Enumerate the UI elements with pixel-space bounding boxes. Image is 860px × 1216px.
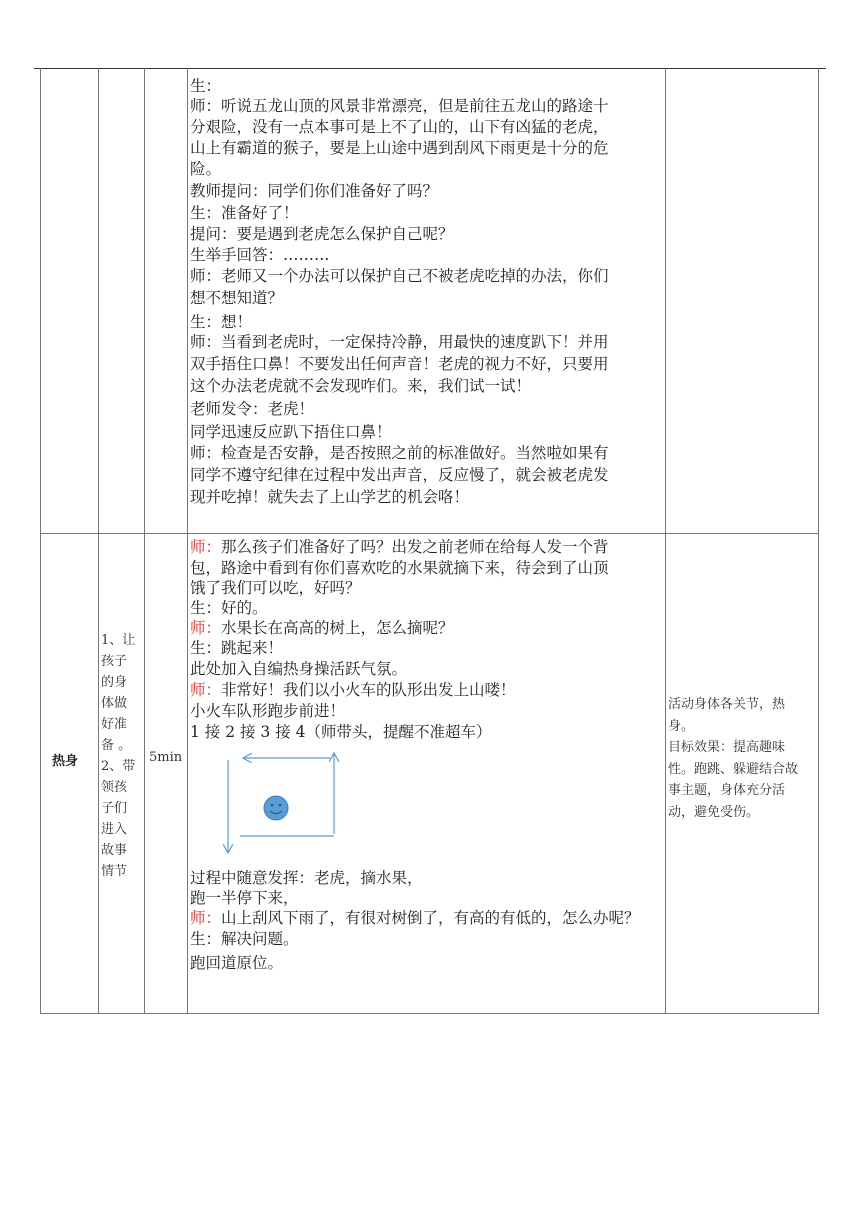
dialogue-line — [190, 868, 423, 889]
dialogue-line: 生举手回答：……… — [190, 246, 330, 264]
dialogue-line — [190, 638, 283, 659]
dialogue-line: 山上有霸道的猴子，要是上山途中遇到刮风下雨更是十分的危 — [190, 139, 609, 157]
note-line: 事主题，身体充分活 — [668, 783, 786, 798]
dialogue-line: 提问：要是遇到老虎怎么保护自己呢？ — [190, 225, 454, 243]
table-border-bottom — [40, 1013, 819, 1014]
goal-line: 故事 — [101, 843, 128, 858]
dialogue-line — [190, 680, 516, 701]
goals-list — [101, 630, 141, 882]
dialogue-line — [190, 722, 492, 743]
dialogue-line: 师：听说五龙山顶的风景非常漂亮，但是前往五龙山的路途十 — [190, 97, 609, 115]
dialogue-line — [190, 953, 283, 974]
dialogue-text: 饿了我们可以吃，好吗？ — [190, 579, 361, 597]
dialogue-line: 生：准备好了！ — [190, 204, 299, 222]
goal-line: 备 。 — [101, 738, 132, 753]
goal-line: 体做 — [101, 696, 128, 711]
dialogue-line — [190, 618, 454, 639]
speaker-label: 师： — [190, 681, 222, 699]
speaker-label: 师： — [190, 909, 222, 927]
dialogue-text: 生：好的。 — [190, 599, 268, 617]
goal-line: 情节 — [101, 864, 128, 879]
dialogue-line: 双手捂住口鼻！不要发出任何声音！老虎的视力不好，只要用 — [190, 355, 609, 373]
table-col-divider-4 — [665, 68, 666, 1014]
section-title: 热身 — [52, 754, 79, 769]
dialogue-line: 这个办法老虎就不会发现咋们。来，我们试一试！ — [190, 377, 532, 395]
dialogue-line: 现并吃掉！就失去了上山学艺的机会咯！ — [190, 488, 470, 506]
note-line: 活动身体各关节，热 — [668, 697, 786, 712]
dialogue-text: 生：解决问题。 — [190, 930, 299, 948]
speaker-label: 师： — [190, 619, 222, 637]
dialogue-text: 跑回道原位。 — [190, 954, 284, 972]
dialogue-line — [190, 908, 640, 929]
dialogue-text: 小火车队形跑步前进！ — [190, 702, 346, 720]
goal-line: 好准 — [101, 717, 128, 732]
dialogue-line: 想不想知道？ — [190, 289, 284, 307]
dialogue-line: 同学不遵守纪律在过程中发出声音，反应慢了，就会被老虎发 — [190, 466, 609, 484]
goal-line: 1、让 — [101, 633, 136, 648]
page-top-rule — [34, 68, 826, 69]
goal-line: 子们 — [101, 801, 128, 816]
dialogue-line — [190, 701, 345, 722]
dialogue-text: 那么孩子们准备好了吗？出发之前老师在给每人发一个背 — [221, 538, 609, 556]
goal-line: 进入 — [101, 822, 128, 837]
dialogue-text: 包，路途中看到有你们喜欢吃的水果就摘下来，待会到了山顶 — [190, 559, 609, 577]
dialogue-line: 老师发令：老虎！ — [190, 400, 315, 418]
dialogue-line: 师：当看到老虎时，一定保持冷静，用最快的速度趴下！并用 — [190, 333, 609, 351]
table-row-divider — [40, 533, 819, 534]
goal-line: 领孩 — [101, 780, 128, 795]
dialogue-text: 山上刮风下雨了，有很对树倒了，有高的有低的，怎么办呢？ — [221, 909, 640, 927]
note-line: 目标效果：提高趣味 — [668, 740, 786, 755]
notes-column — [668, 694, 816, 823]
note-line: 身。 — [668, 718, 695, 734]
dialogue-line — [190, 888, 299, 909]
dialogue-line — [190, 929, 299, 950]
dialogue-text: 生：跳起来！ — [190, 639, 284, 657]
dialogue-line: 险。 — [190, 160, 222, 178]
dialogue-line: 分艰险，没有一点本事可是上不了山的，山下有凶猛的老虎， — [190, 118, 609, 136]
dialogue-line: 生：想！ — [190, 313, 253, 331]
dialogue-line: 生： — [190, 77, 222, 95]
goal-line: 孩子 — [101, 654, 128, 669]
table-border-left — [40, 68, 41, 1014]
dialogue-line: 师：检查是否安静，是否按照之前的标准做好。当然啦如果有 — [190, 444, 609, 462]
speaker-label: 师： — [190, 538, 222, 556]
dialogue-text: 非常好！我们以小火车的队形出发上山喽！ — [221, 681, 516, 699]
table-border-right — [818, 68, 819, 1014]
table-col-divider-3 — [187, 68, 188, 1014]
note-line: 动，避免受伤。 — [668, 804, 760, 820]
smiley-face-icon — [264, 796, 288, 820]
dialogue-line — [190, 659, 407, 680]
dialogue-line — [190, 537, 609, 558]
dialogue-line — [190, 558, 609, 579]
dialogue-line — [190, 578, 361, 599]
dialogue-text: 此处加入自编热身操活跃气氛。 — [190, 660, 408, 678]
dialogue-line: 教师提问：同学们你们准备好了吗？ — [190, 182, 439, 200]
dialogue-text: 跑一半停下来， — [190, 889, 299, 907]
duration-label: 5min — [149, 750, 183, 765]
dialogue-text: 过程中随意发挥：老虎，摘水果， — [190, 869, 423, 887]
dialogue-text: 1 接 2 接 3 接 4（师带头，提醒不准超车） — [190, 723, 492, 741]
goal-line: 2、带 — [101, 759, 136, 774]
dialogue-text: 水果长在高高的树上，怎么摘呢？ — [221, 619, 454, 637]
dialogue-line — [190, 598, 268, 619]
running-route-diagram — [210, 748, 360, 858]
goal-line: 的身 — [101, 675, 128, 690]
table-col-divider-2 — [144, 68, 145, 1014]
table-col-divider-1 — [98, 68, 99, 1014]
note-line: 性。跑跳、躲避结合故 — [668, 761, 799, 777]
dialogue-line: 师：老师又一个办法可以保护自己不被老虎吃掉的办法，你们 — [190, 267, 609, 285]
dialogue-line: 同学迅速反应趴下捂住口鼻！ — [190, 423, 392, 441]
